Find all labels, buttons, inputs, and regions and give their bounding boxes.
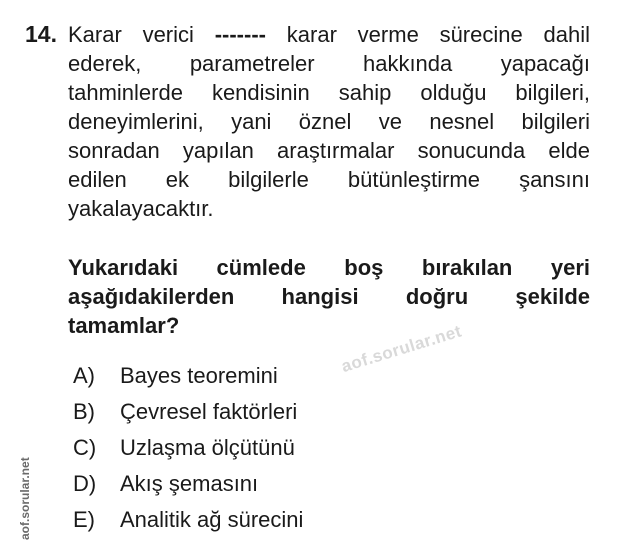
question-prompt bbox=[68, 253, 590, 340]
watermark-diagonal: aof.sorular.net bbox=[339, 321, 464, 377]
stem-blank: ------- bbox=[214, 22, 266, 47]
stem-line-1-end: karar verme sürecine dahil bbox=[286, 22, 590, 47]
answer-options bbox=[73, 358, 303, 538]
stem-line-2: ederek, parametreler hakkında yapacağı bbox=[68, 51, 590, 76]
question-stem bbox=[68, 20, 590, 223]
option-text: Uzlaşma ölçütünü bbox=[120, 435, 295, 460]
option-letter: D) bbox=[73, 471, 97, 496]
question-number: 14. bbox=[25, 21, 57, 47]
prompt-line-2: aşağıdakilerden hangisi doğru şekilde bbox=[68, 284, 590, 309]
option-letter: B) bbox=[73, 399, 95, 424]
option-letter: A) bbox=[73, 363, 95, 388]
prompt-line-1: Yukarıdaki cümlede boş bırakılan yeri bbox=[68, 255, 590, 280]
stem-line-1 bbox=[68, 20, 590, 49]
stem-line-4: deneyimlerini, yani öznel ve nesnel bilgileri bbox=[68, 109, 590, 134]
option-d[interactable] bbox=[73, 466, 303, 502]
stem-line-7: yakalayacaktır. bbox=[68, 196, 214, 221]
watermark-side: aof.sorular.net bbox=[18, 457, 32, 540]
option-c[interactable] bbox=[73, 430, 303, 466]
option-letter: E) bbox=[73, 507, 95, 532]
option-text: Akış şemasını bbox=[120, 471, 259, 496]
option-e[interactable] bbox=[73, 502, 303, 538]
option-letter: C) bbox=[73, 435, 97, 460]
stem-line-5: sonradan yapılan araştırmalar sonucunda elde bbox=[68, 138, 590, 163]
prompt-line-3: tamamlar? bbox=[68, 313, 180, 338]
option-text: Çevresel faktörleri bbox=[120, 399, 298, 424]
stem-start-text: Karar verici bbox=[68, 22, 194, 47]
option-a[interactable] bbox=[73, 358, 303, 394]
stem-line-3: tahminlerde kendisinin sahip olduğu bilgileri, bbox=[68, 80, 590, 105]
option-text: Bayes teoremini bbox=[120, 363, 278, 388]
stem-line-6: edilen ek bilgilerle bütünleştirme şansını bbox=[68, 167, 590, 192]
option-text: Analitik ağ sürecini bbox=[120, 507, 304, 532]
option-b[interactable] bbox=[73, 394, 303, 430]
